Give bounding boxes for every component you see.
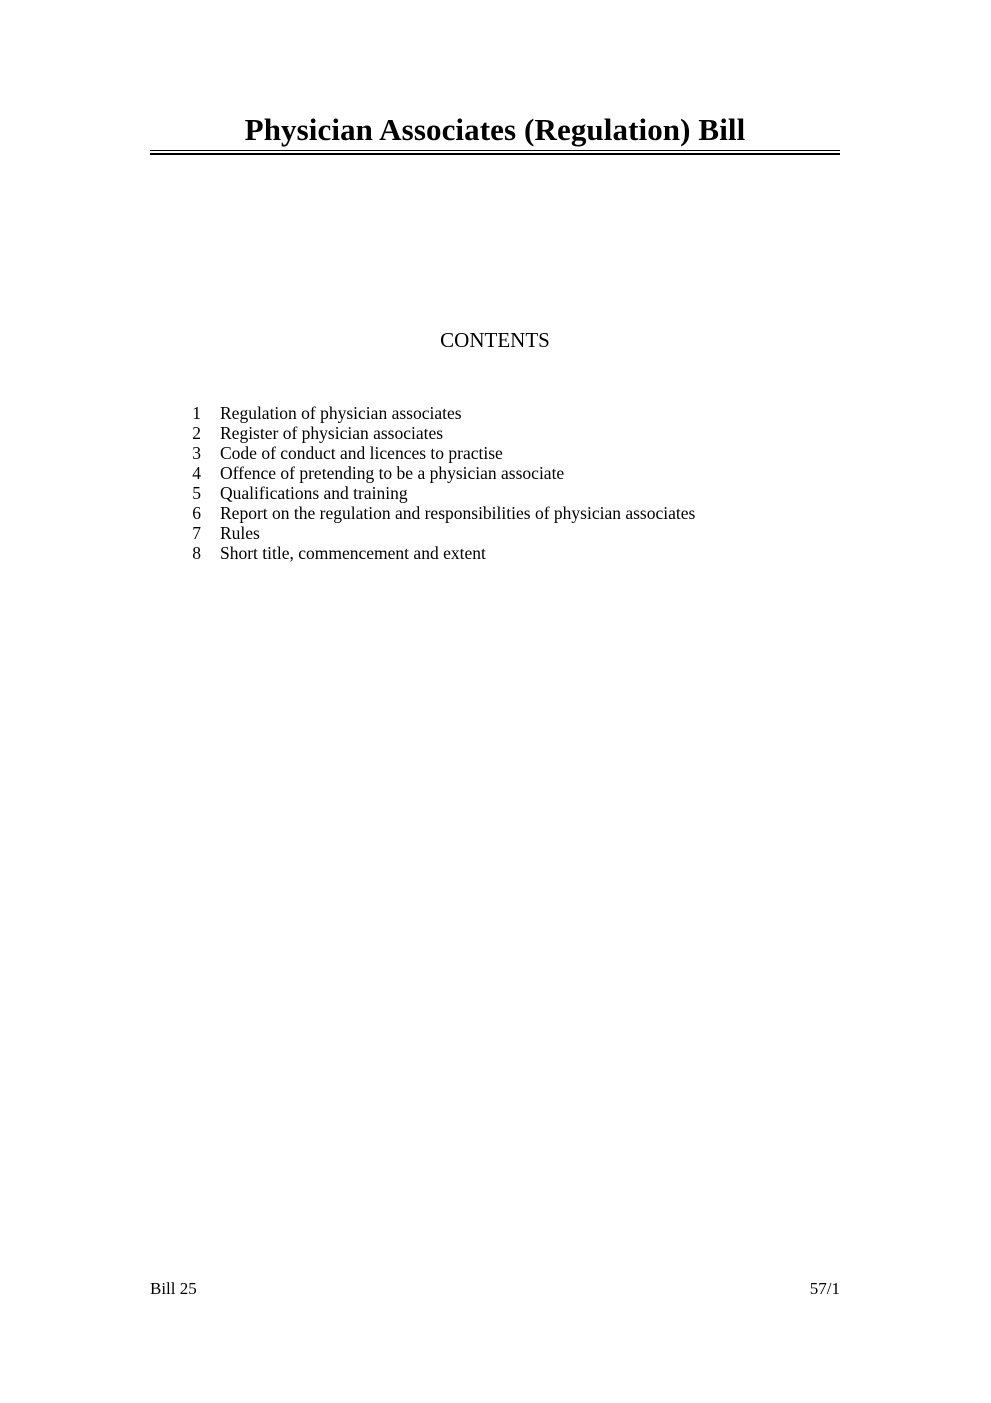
contents-item[interactable] <box>180 483 695 503</box>
contents-item-label[interactable]: Report on the regulation and responsibilities of physician associates <box>220 503 696 523</box>
contents-item[interactable] <box>180 423 695 443</box>
contents-item-label[interactable]: Code of conduct and licences to practise <box>220 443 503 463</box>
footer-print-reference: 57/1 <box>809 1279 840 1298</box>
contents-item-number: 7 <box>192 523 201 543</box>
footer-bill-number: Bill 25 <box>150 1279 197 1298</box>
contents-item[interactable] <box>180 543 695 563</box>
contents-item-number: 1 <box>192 403 201 423</box>
contents-item-label[interactable]: Offence of pretending to be a physician associate <box>220 463 565 483</box>
title-rule-thin <box>150 150 840 151</box>
contents-item[interactable] <box>180 523 695 543</box>
title-rule-thick <box>150 153 840 155</box>
contents-item-number: 6 <box>192 503 201 523</box>
contents-item-number: 4 <box>192 463 201 483</box>
contents-list <box>180 403 695 563</box>
contents-item-label[interactable]: Rules <box>220 523 260 543</box>
contents-item-label[interactable]: Regulation of physician associates <box>220 403 462 423</box>
contents-item-number: 5 <box>192 483 201 503</box>
contents-item-label[interactable]: Qualifications and training <box>220 483 408 503</box>
contents-heading: CONTENTS <box>440 328 550 352</box>
title-double-rule <box>150 150 840 156</box>
contents-item-label[interactable]: Short title, commencement and extent <box>220 543 486 563</box>
contents-item[interactable] <box>180 443 695 463</box>
contents-item[interactable] <box>180 403 695 423</box>
contents-item[interactable] <box>180 463 695 483</box>
contents-item-number: 8 <box>192 543 201 563</box>
page-title: Physician Associates (Regulation) Bill <box>244 112 746 147</box>
contents-item-number: 3 <box>192 443 201 463</box>
contents-item-label[interactable]: Register of physician associates <box>220 423 444 443</box>
contents-item[interactable] <box>180 503 695 523</box>
contents-item-number: 2 <box>192 423 201 443</box>
